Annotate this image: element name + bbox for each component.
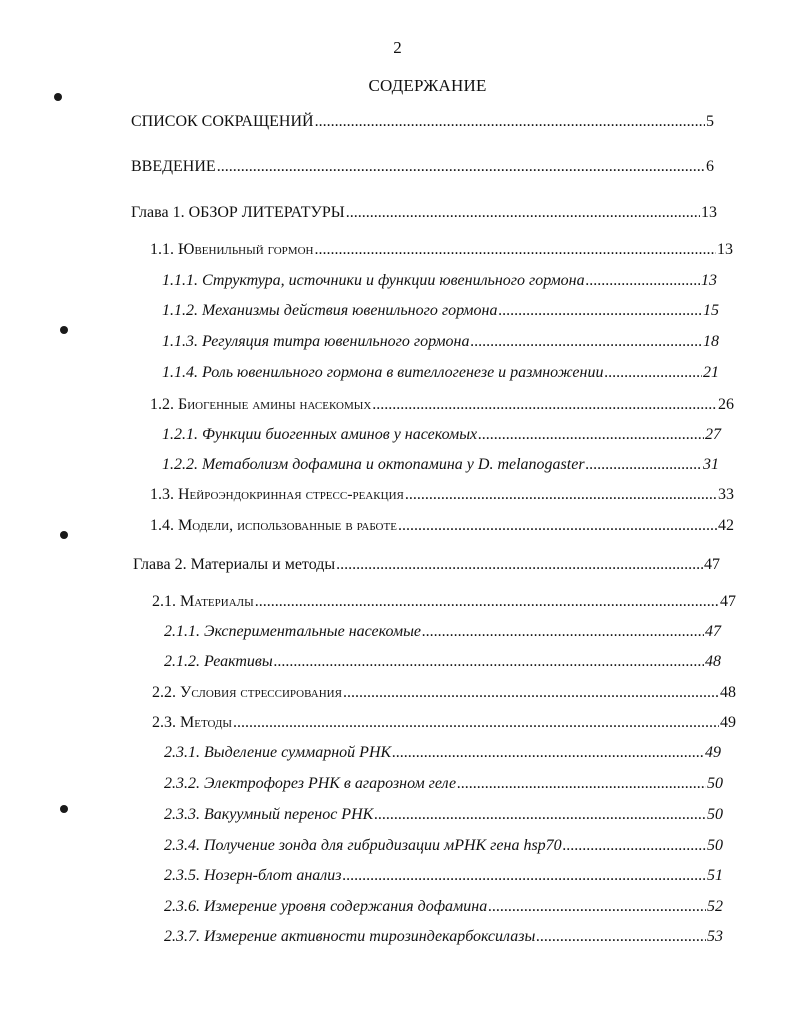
toc-entry[interactable] (164, 805, 723, 825)
toc-entry-page: 13 (701, 272, 717, 289)
toc-entry-page: 50 (707, 775, 723, 792)
toc-entry-page: 26 (718, 396, 734, 413)
toc-entry[interactable] (162, 301, 719, 321)
toc-entry-page: 48 (720, 684, 736, 701)
toc-entry-label: 2.3.1. Выделение суммарной РНК (164, 744, 392, 761)
toc-entry-page: 47 (705, 623, 721, 640)
toc-entry-label: СПИСОК СОКРАЩЕНИЙ (131, 113, 314, 130)
toc-entry-label: 1.1. Ювенильный гормон (150, 241, 314, 258)
page-title: СОДЕРЖАНИЕ (368, 76, 487, 95)
toc-entry-label: 2.1. Материалы (152, 593, 254, 610)
toc-entry-page: 50 (707, 837, 723, 854)
toc-entry[interactable] (164, 836, 723, 856)
toc-leader (498, 301, 702, 321)
toc-leader (392, 743, 704, 763)
toc-entry-label: 1.2.2. Метаболизм дофамина и октопамина у D. melanogaster (162, 456, 585, 473)
toc-entry[interactable] (164, 774, 723, 794)
toc-entry[interactable] (164, 743, 721, 763)
toc-entry[interactable] (162, 455, 719, 475)
toc-entry[interactable] (164, 897, 723, 917)
toc-entry-label: Глава 2. Материалы и методы (133, 556, 336, 573)
toc-entry-page: 52 (707, 898, 723, 915)
toc-entry-label: 2.3. Методы (152, 714, 233, 731)
toc-entry-page: 13 (701, 204, 717, 221)
toc-entry-label: 1.2. Биогенные амины насекомых (150, 396, 372, 413)
toc-entry-page: 49 (720, 714, 736, 731)
toc-entry-page: 50 (707, 806, 723, 823)
toc-leader (274, 652, 704, 672)
toc-leader (315, 112, 705, 132)
toc-entry[interactable] (162, 271, 717, 291)
toc-leader (478, 425, 704, 445)
toc-entry-label: 2.2. Условия стрессирования (152, 684, 342, 701)
toc-entry-label: 2.1.1. Экспериментальные насекомые (164, 623, 422, 640)
toc-entry-label: 1.1.1. Структура, источники и функции ювенильного гормона (162, 272, 585, 289)
toc-entry-page: 18 (703, 333, 719, 350)
toc-entry-page: 31 (703, 456, 719, 473)
toc-entry-label: 1.1.2. Механизмы действия ювенильного гормона (162, 302, 498, 319)
toc-entry-label: 2.3.7. Измерение активности тирозиндекарбоксилазы (164, 928, 536, 945)
toc-leader (372, 395, 717, 415)
toc-leader (470, 332, 702, 352)
toc-leader (255, 592, 719, 612)
toc-entry[interactable] (164, 927, 723, 947)
toc-entry-page: 33 (718, 486, 734, 503)
toc-leader (422, 622, 704, 642)
toc-entry[interactable] (133, 555, 720, 575)
toc-entry[interactable] (150, 516, 734, 536)
toc-leader (563, 836, 706, 856)
toc-entry-label: 1.2.1. Функции биогенных аминов у насекомых (162, 426, 478, 443)
toc-leader (342, 866, 706, 886)
toc-entry-page: 47 (720, 593, 736, 610)
toc-entry[interactable] (162, 425, 721, 445)
toc-leader (488, 897, 706, 917)
toc-leader (314, 240, 716, 260)
toc-entry-page: 15 (703, 302, 719, 319)
toc-entry[interactable] (150, 240, 733, 260)
toc-entry[interactable] (131, 112, 714, 132)
toc-leader (217, 157, 705, 177)
toc-entry[interactable] (164, 622, 721, 642)
toc-entry-label: 2.3.5. Нозерн-блот анализ (164, 867, 342, 884)
toc-entry-label: 2.3.2. Электрофорез РНК в агарозном геле (164, 775, 457, 792)
toc-entry-label: 2.1.2. Реактивы (164, 653, 273, 670)
toc-entry-page: 13 (717, 241, 733, 258)
toc-entry-label: Глава 1. ОБЗОР ЛИТЕРАТУРЫ (131, 204, 345, 221)
toc-leader (233, 713, 719, 733)
toc-entry-page: 48 (705, 653, 721, 670)
toc-leader (536, 927, 706, 947)
toc-entry[interactable] (152, 592, 736, 612)
toc-entry[interactable] (164, 866, 723, 886)
toc-leader (398, 516, 717, 536)
toc-entry[interactable] (150, 485, 734, 505)
toc-leader (336, 555, 703, 575)
toc-leader (586, 455, 702, 475)
toc-entry-page: 49 (705, 744, 721, 761)
toc-leader (343, 683, 719, 703)
toc-leader (374, 805, 706, 825)
toc-entry-page: 53 (707, 928, 723, 945)
toc-leader (586, 271, 700, 291)
toc-entry-label: 1.4. Модели, использованные в работе (150, 517, 397, 534)
toc-entry-label: 1.1.3. Регуляция титра ювенильного гормона (162, 333, 470, 350)
toc-entry[interactable] (131, 203, 717, 223)
toc-entry-page: 21 (703, 364, 719, 381)
toc-leader (457, 774, 706, 794)
toc-leader (604, 363, 702, 383)
toc-entry-page: 5 (706, 113, 714, 130)
toc-entry-label: 2.3.6. Измерение уровня содержания дофамина (164, 898, 488, 915)
page-number: 2 (393, 38, 402, 57)
toc-entry-page: 42 (718, 517, 734, 534)
toc-leader (346, 203, 700, 223)
toc-entry-page: 51 (707, 867, 723, 884)
toc-entry-page: 27 (705, 426, 721, 443)
toc-entry[interactable] (152, 683, 736, 703)
toc-entry[interactable] (162, 332, 719, 352)
toc-entry[interactable] (162, 363, 719, 383)
toc-entry[interactable] (150, 395, 734, 415)
toc-entry-page: 6 (706, 158, 714, 175)
toc-entry-label: ВВЕДЕНИЕ (131, 158, 216, 175)
toc-entry-label: 2.3.3. Вакуумный перенос РНК (164, 806, 374, 823)
toc-entry-label: 1.3. Нейроэндокринная стресс-реакция (150, 486, 404, 503)
toc-entry[interactable] (164, 652, 721, 672)
toc-entry-label: 2.3.4. Получение зонда для гибридизации мРНК гена hsp70 (164, 837, 562, 854)
toc-leader (405, 485, 717, 505)
toc-entry-label: 1.1.4. Роль ювенильного гормона в вителлогенезе и размножении (162, 364, 604, 381)
toc-entry-page: 47 (704, 556, 720, 573)
toc-entry[interactable] (131, 157, 714, 177)
toc-entry[interactable] (152, 713, 736, 733)
